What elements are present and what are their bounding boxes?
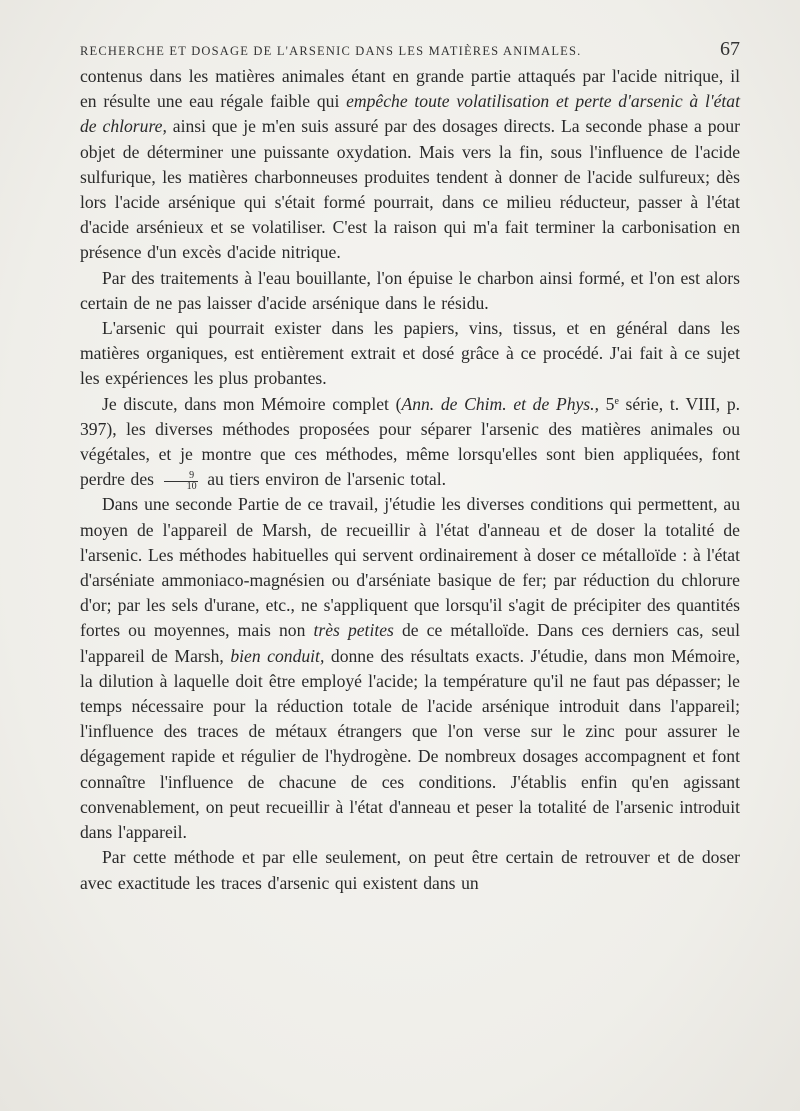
- paragraph-2: [80, 266, 740, 316]
- paragraph-5-text-a: Dans une seconde Partie de ce travail, j'étudie les diverses conditions qui permettent, au moyen de l'appareil de Marsh, de recueillir à l'état d'anneau et de doser la totalité de l'arsenic. Les méthodes habituelles qui servent ordinairement à doser ce métalloïde : à l'état d'arséniate ammoniaco-magnésien ou d'arséniate basique de fer; par réduction du chlorure d'or; par les sels d'urane, etc., ne s'appliquent que lorsqu'il s'agit de précipiter des quantités fortes ou moyennes, mais non: [80, 494, 740, 641]
- paragraph-4-text-c: série, t. VIII, p. 397), les diverses méthodes proposées pour séparer l'arsenic des matières animales ou végétales, et je montre que ces méthodes, même lorsqu'elles sont bien appliquées, font perdre des: [80, 393, 741, 490]
- paragraph-5-emphasis-a: très petites: [313, 620, 394, 641]
- running-head: RECHERCHE ET DOSAGE DE L'ARSENIC DANS LES MATIÈRES ANIMALES.: [80, 44, 582, 58]
- paragraph-5-emphasis-b: bien conduit,: [230, 645, 325, 666]
- paragraph-1-text-b: ainsi que je m'en suis assuré par des dosages directs. La seconde phase a pour objet de déterminer une puissante oxydation. Mais vers la fin, sous l'influence de l'acide sulfurique, les matières charbonneuses produites tendent à donner de l'acide sulfureux; dès lors l'acide arsénique qui s'était formé pourrait, dans ce milieu réducteur, passer à l'état d'acide arsénieux et se volatiliser. C'est la raison qui m'a fait terminer la carbonisation en présence d'un excès d'acide nitrique.: [80, 116, 740, 263]
- paragraph-1-text-a: contenus dans les matières animales étant en grande partie attaqués par l'acide nitrique, il en résulte une eau régale faible qui: [80, 66, 740, 112]
- paragraph-5-text-c: donne des résultats exacts. J'étudie, dans mon Mémoire, la dilution à laquelle doit être employé l'acide; la température qu'il ne faut pas dépasser; le temps nécessaire pour la réduction totale de l'acide arsénique introduit dans l'appareil; l'influence des traces de métaux étrangers que l'on verse sur le zinc pour assurer le dégagement rapide et régulier de l'hydrogène. De nombreux dosages accompagnent et font connaître l'influence de chacune de ces conditions. J'établis enfin qu'en agissant convenablement, on peut recueillir à l'état d'anneau et peser la totalité de l'arsenic introduit dans l'appareil.: [80, 645, 741, 843]
- paragraph-3-text: L'arsenic qui pourrait exister dans les papiers, vins, tissus, et en général dans les matières organiques, est entièrement extrait et dosé grâce à ce procédé. J'ai fait à ce sujet les expériences les plus probantes.: [80, 318, 740, 389]
- series-superscript: e: [614, 395, 619, 407]
- paragraph-4-text-b: , 5: [594, 393, 615, 414]
- paragraph-6: [80, 845, 740, 895]
- fraction-numerator: 9: [164, 471, 198, 482]
- paragraph-1-emphasis: empêche toute volatilisation et perte d'arsenic à l'état de chlorure,: [80, 91, 740, 137]
- body-text: [80, 64, 740, 896]
- fraction-denominator: 10: [186, 480, 197, 492]
- paragraph-5: [80, 492, 740, 845]
- paragraph-6-text: Par cette méthode et par elle seulement, on peut être certain de retrouver et de doser avec exactitude les traces d'arsenic qui existent dans un: [80, 847, 740, 893]
- page-header: [80, 38, 740, 61]
- paragraph-4-text-d: au tiers environ de l'arsenic total.: [201, 469, 446, 490]
- paragraph-3: [80, 316, 740, 392]
- paragraph-1: [80, 64, 740, 266]
- page-number: 67: [720, 38, 740, 60]
- paragraph-4: [80, 392, 740, 493]
- fraction: [164, 471, 198, 492]
- paragraph-4-text-a: Je discute, dans mon Mémoire complet (: [102, 393, 402, 414]
- paragraph-5-text-b: de ce métalloïde. Dans ces derniers cas, seul l'appareil de Marsh,: [80, 620, 740, 666]
- paragraph-2-text: Par des traitements à l'eau bouillante, l'on épuise le charbon ainsi formé, et l'on est alors certain de ne pas laisser d'acide arsénique dans le résidu.: [80, 267, 740, 313]
- journal-citation: Ann. de Chim. et de Phys.: [401, 393, 595, 414]
